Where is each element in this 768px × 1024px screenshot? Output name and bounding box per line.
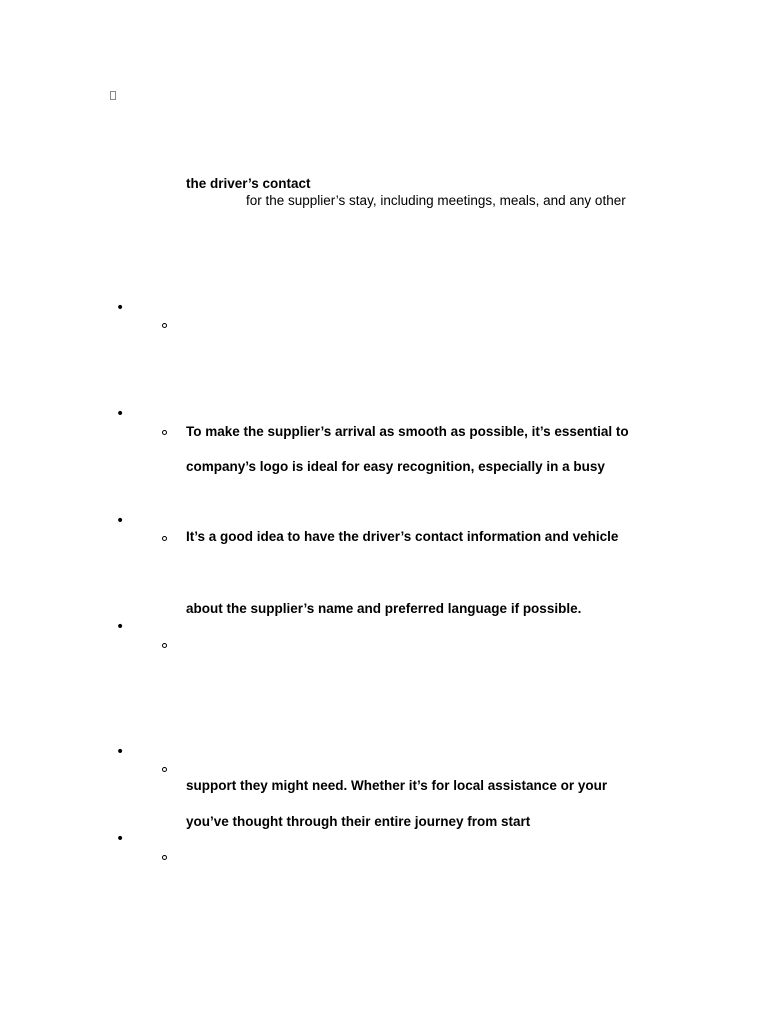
list-bullet: •: [116, 619, 125, 635]
list-text-line: you’ve thought through their entire journey from start: [186, 814, 531, 829]
list-text-line: about the supplier’s name and preferred language if possible.: [186, 601, 582, 616]
sub-list-marker: [162, 855, 167, 860]
sub-list-marker: [162, 430, 167, 435]
list-bullet: •: [116, 831, 125, 847]
missing-glyph-box: [110, 91, 116, 100]
sub-list-marker: [162, 536, 167, 541]
sub-list-marker: [162, 323, 167, 328]
list-text-line: It’s a good idea to have the driver’s contact information and vehicle: [186, 529, 619, 544]
list-text-line: To make the supplier’s arrival as smooth as possible, it’s essential to: [186, 424, 629, 439]
list-bullet: •: [116, 406, 125, 422]
list-bullet: •: [116, 300, 125, 316]
list-bullet: •: [116, 744, 125, 760]
intro-line: for the supplier’s stay, including meetings, meals, and any other: [246, 193, 626, 208]
sub-list-marker: [162, 643, 167, 648]
list-text-line: support they might need. Whether it’s for local assistance or your: [186, 778, 608, 793]
heading-fragment: the driver’s contact: [186, 176, 311, 191]
list-bullet: •: [116, 513, 125, 529]
list-text-line: company’s logo is ideal for easy recognition, especially in a busy: [186, 459, 605, 474]
sub-list-marker: [162, 767, 167, 772]
